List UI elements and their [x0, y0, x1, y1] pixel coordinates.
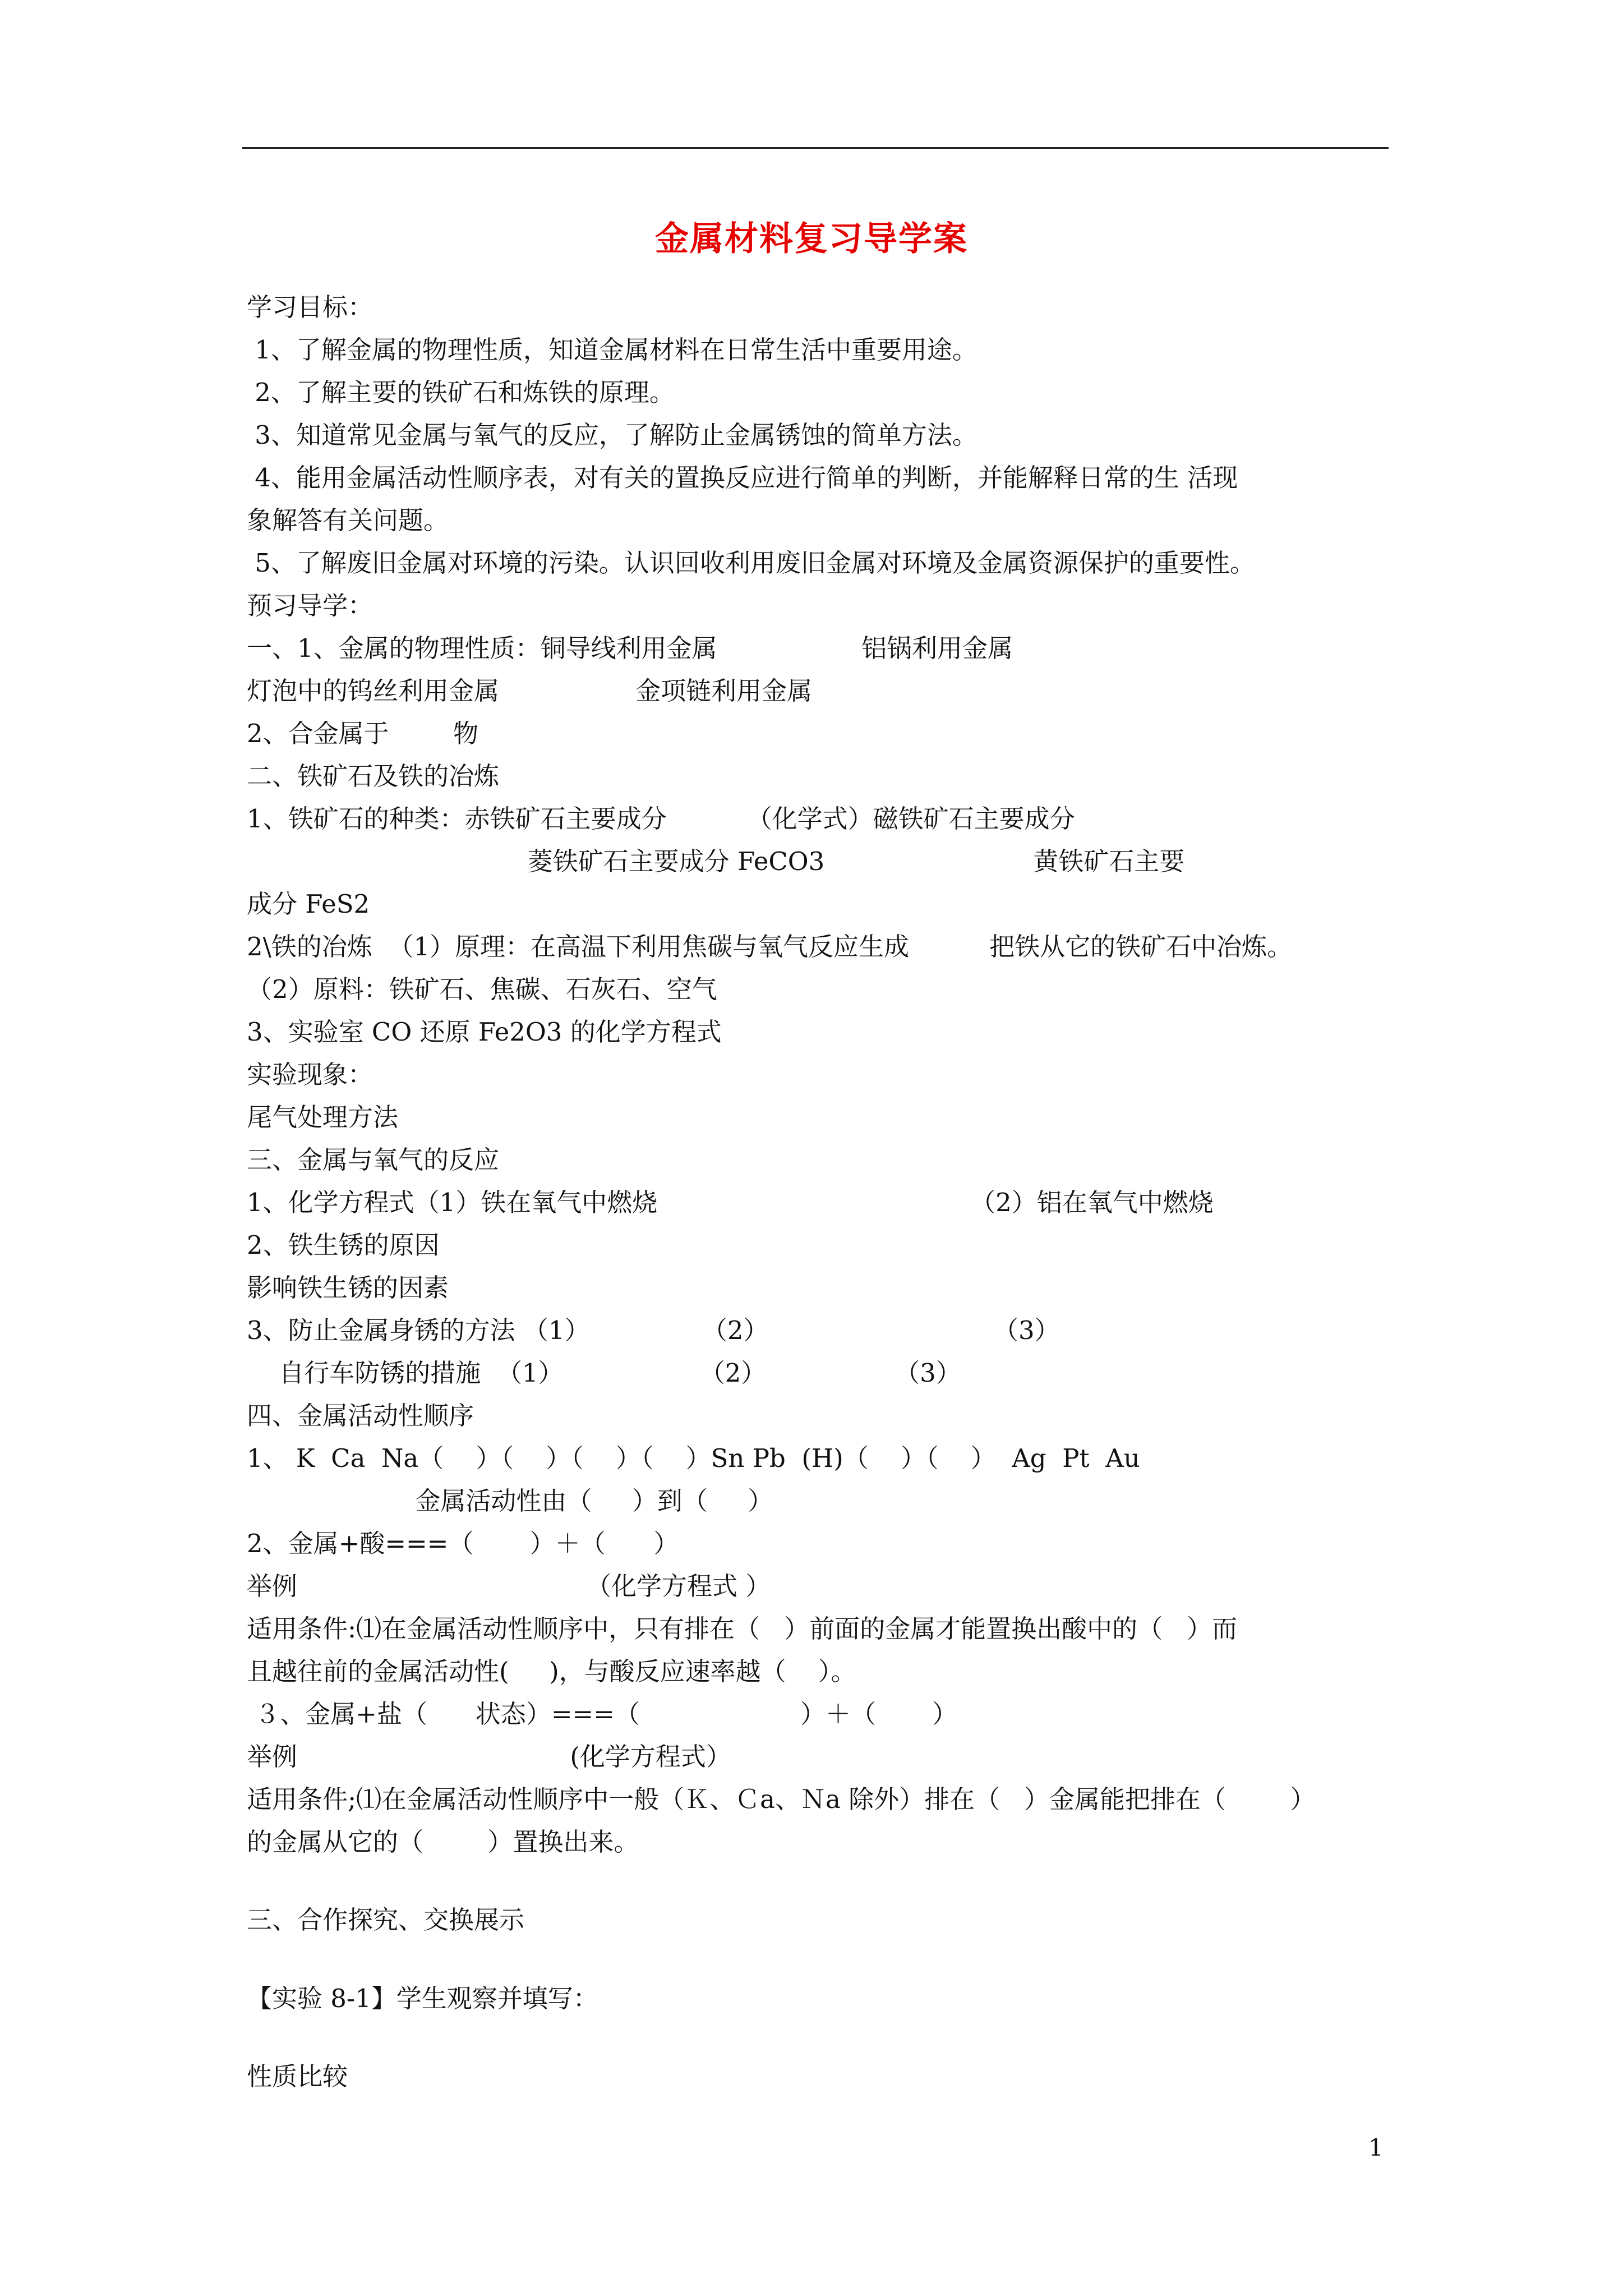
text-line: 自行车防锈的措施 （1） （2） （3）: [247, 1358, 961, 1388]
text-line: 适用条件:⑴在金属活动性顺序中，只有排在（ ）前面的金属才能置换出酸中的（ ）而: [247, 1614, 1237, 1644]
text-line: 成分 FeS2: [247, 889, 370, 919]
text-line: 三、金属与氧气的反应: [247, 1145, 500, 1175]
text-line: 影响铁生锈的因素: [247, 1273, 449, 1303]
text-line: 象解答有关问题。: [247, 505, 449, 535]
text-line: 1、了解金属的物理性质，知道金属材料在日常生活中重要用途。: [247, 335, 978, 365]
text-line: 且越往前的金属活动性( )，与酸反应速率越（ ）。: [247, 1657, 856, 1686]
text-line: 实验现象：: [247, 1060, 374, 1089]
text-line: 菱铁矿石主要成分 FeCO3 黄铁矿石主要: [247, 846, 1185, 876]
text-line: 金属活动性由（ ）到（ ）: [247, 1486, 773, 1516]
text-line: 适用条件;⑴在金属活动性顺序中一般（Ｋ、Ｃa、Ｎa 除外）排在（ ）金属能把排在（ ）: [247, 1784, 1316, 1814]
text-line: 2、合金属于 物: [247, 719, 479, 748]
text-line: 学习目标：: [247, 292, 374, 322]
page-number: 1: [1368, 2134, 1384, 2161]
text-line: 1、铁矿石的种类：赤铁矿石主要成分 （化学式）磁铁矿石主要成分: [247, 804, 1075, 834]
text-line: 5、了解废旧金属对环境的污染。认识回收利用废旧金属对环境及金属资源保护的重要性。: [247, 548, 1255, 578]
text-line: 举例 (化学方程式）: [247, 1742, 731, 1772]
header-rule: [242, 147, 1389, 149]
text-line: 举例 （化学方程式 ）: [247, 1571, 771, 1601]
text-line: 2\铁的冶炼 （1）原理：在高温下利用焦碳与氧气反应生成 把铁从它的铁矿石中冶炼。: [247, 932, 1293, 961]
text-line: 四、金属活动性顺序: [247, 1401, 474, 1430]
text-line: 灯泡中的钨丝利用金属 金项链利用金属: [247, 676, 813, 706]
text-line: ３、金属+盐（ 状态）===（ ）＋（ ）: [247, 1699, 958, 1729]
text-line: 一、1、金属的物理性质：铜导线利用金属 铝锅利用金属: [247, 633, 1013, 663]
text-line: （2）原料：铁矿石、焦碳、石灰石、空气: [247, 974, 717, 1004]
text-line: 4、能用金属活动性顺序表，对有关的置换反应进行简单的判断，并能解释日常的生 活现: [247, 463, 1238, 493]
text-line: 3、知道常见金属与氧气的反应，了解防止金属锈蚀的简单方法。: [247, 420, 978, 450]
text-line: 3、实验室 CO 还原 Fe2O3 的化学方程式: [247, 1017, 722, 1047]
text-line: 的金属从它的（ ）置换出来。: [247, 1827, 639, 1857]
text-line: 二、铁矿石及铁的冶炼: [247, 761, 500, 791]
text-line: 2、铁生锈的原因: [247, 1230, 440, 1260]
text-line: 预习导学：: [247, 591, 374, 620]
page-title: 金属材料复习导学案: [655, 219, 968, 259]
text-line: 2、了解主要的铁矿石和炼铁的原理。: [247, 378, 675, 407]
text-line: 【实验 8-1】学生观察并填写：: [247, 1984, 598, 2013]
text-line: 2、金属+酸===（ ）＋（ ）: [247, 1529, 679, 1558]
text-line: 三、合作探究、交换展示: [247, 1905, 525, 1935]
text-line: 3、防止金属身锈的方法 （1） （2） （3）: [247, 1315, 1060, 1345]
text-line: 1、化学方程式（1）铁在氧气中燃烧 （2）铝在氧气中燃烧: [247, 1188, 1214, 1217]
text-line: 1、 K Ca Na（ ）（ ）（ ）（ ）Sn Pb (H)（ ）（ ） Ag Pt Au: [247, 1443, 1140, 1473]
text-line: 尾气处理方法: [247, 1102, 399, 1132]
text-line: 性质比较: [247, 2062, 348, 2091]
